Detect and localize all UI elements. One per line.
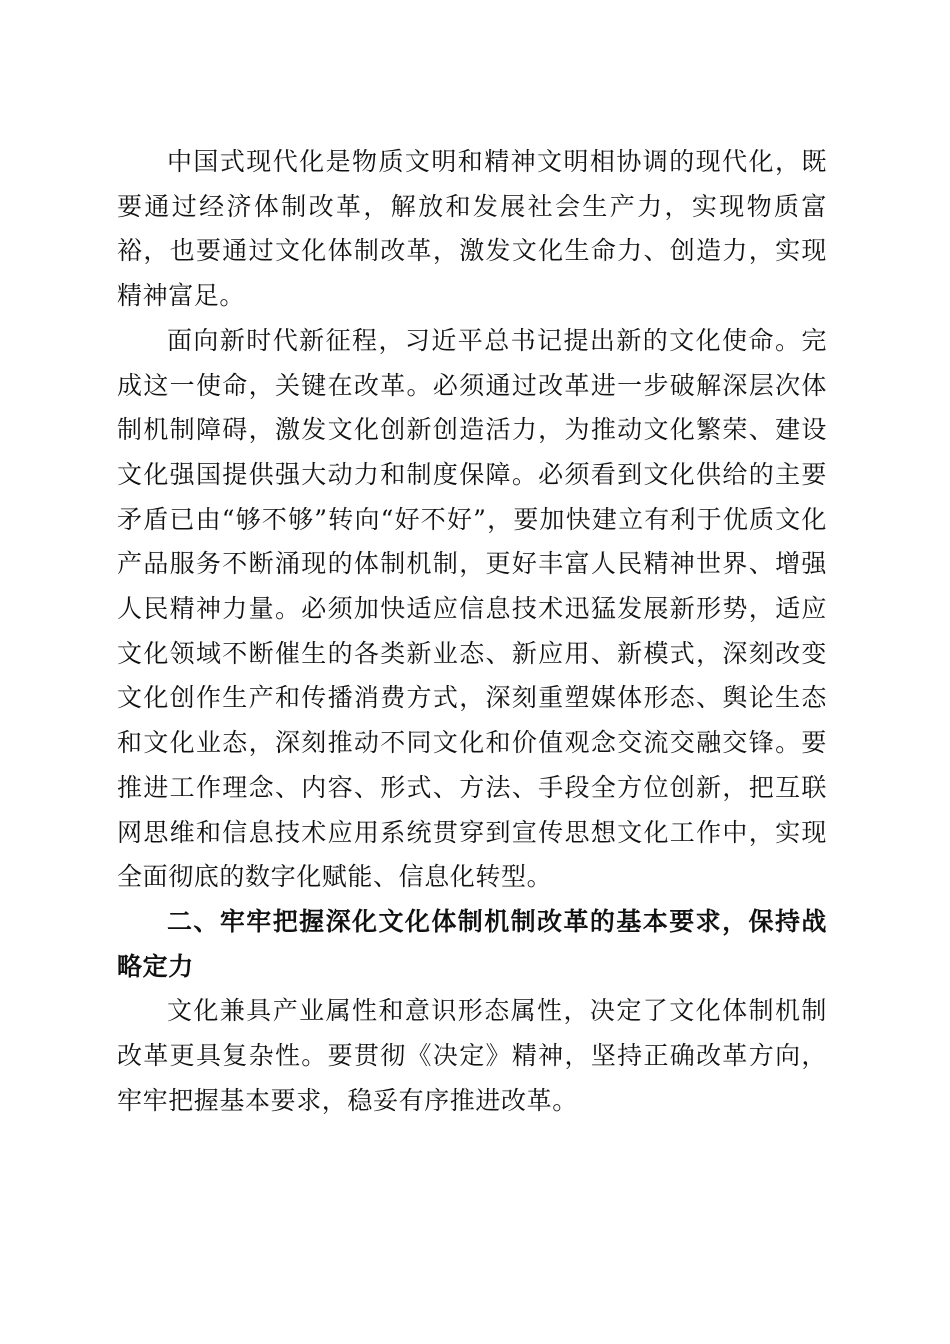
section-heading: 二、牢牢把握深化文化体制机制改革的基本要求，保持战略定力 (117, 906, 827, 981)
paragraph-basic-requirements: 文化兼具产业属性和意识形态属性，决定了文化体制机制改革更具复杂性。要贯彻《决定》精神，坚持正确改革方向，牢牢把握基本要求，稳妥有序推进改革。 (117, 996, 827, 1115)
paragraph-cultural-mission: 面向新时代新征程，习近平总书记提出新的文化使命。完成这一使命，关键在改革。必须通过改革进一步破解深层次体制机制障碍，激发文化创新创造活力，为推动文化繁荣、建设文化强国提供强大动力和制度保障。必须看到文化供给的主要矛盾已由“够不够”转向“好不好”，要加快建立有利于优质文化产品服务不断涌现的体制机制，更好丰富人民精神世界、增强人民精神力量。必须加快适应信息技术迅猛发展新形势，适应文化领域不断催生的各类新业态、新应用、新模式，深刻改变文化创作生产和传播消费方式，深刻重塑媒体形态、舆论生态和文化业态，深刻推动不同文化和价值观念交流交融交锋。要推进工作理念、内容、形式、方法、手段全方位创新，把互联网思维和信息技术应用系统贯穿到宣传思想文化工作中，实现全面彻底的数字化赋能、信息化转型。 (117, 325, 827, 892)
paragraph-modernization: 中国式现代化是物质文明和精神文明相协调的现代化，既要通过经济体制改革，解放和发展社会生产力，实现物质富裕，也要通过文化体制改革，激发文化生命力、创造力，实现精神富足。 (117, 147, 827, 311)
document-body (117, 140, 827, 1123)
